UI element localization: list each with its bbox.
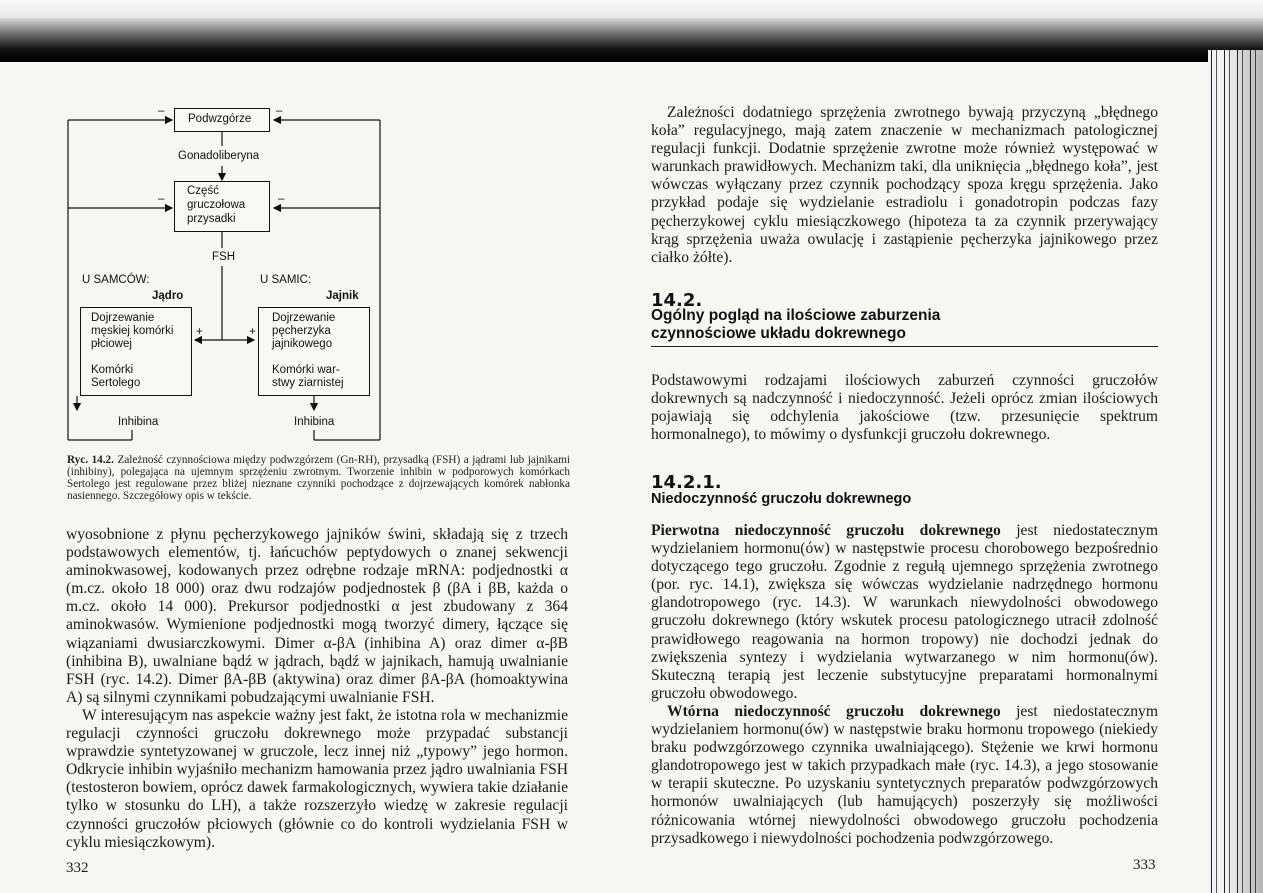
testis-label: Jądro [152, 290, 184, 302]
minus-sign: – [158, 193, 165, 205]
inhibin-right-label: Inhibina [294, 416, 335, 428]
right-paragraph: Podstawowymi rodzajami ilościowych zaburzeń czynności gruczołów dokrewnych są nadczynność i niedoczynność. Jeżeli oprócz zmian ilościowych pojawiają się odchylenia jakościowe (tzw. przesunięcie spektrum hormonalnego), to mówimy o dysfunkcji gruczołu dokrewnego. [651, 372, 1158, 444]
males-label: U SAMCÓW: [82, 274, 150, 286]
female-cell-line: Komórki war- [272, 364, 340, 376]
plus-sign: + [196, 326, 203, 338]
left-page-body [66, 526, 568, 852]
male-cell-line: Sertolego [91, 377, 141, 389]
male-cell-line: Komórki [91, 364, 134, 376]
ovary-box [258, 307, 370, 396]
minus-sign: – [158, 105, 165, 117]
scan-top-shadow [0, 0, 1263, 62]
term-primary: Pierwotna niedoczynność gruczołu dokrewnego [651, 522, 1001, 539]
page-number-left: 332 [66, 860, 89, 876]
book-spine-edge [1208, 50, 1263, 893]
right-paragraph: jest niedostatecznym wydzielaniem hormonu(ów) w następstwie braku hormonu tropowego (niekiedy braku podwzgórzowego czynnika uwalniającego). Stężenie we krwi hormonu glandotropowego jest w takich przypadkach małe (ryc. 14.3), a jego stosowanie w terapii skuteczne. Po uzyskaniu syntetycznych preparatów podwzgórzowych hormonów uwalniających (lub hamujących) poszerzyły się możliwości różnicowania wtórnej niewydolności obwodowego gruczołu pochodzenia przysadkowego i niewydolności pochodzenia podwzgórzowego. [651, 702, 1158, 847]
pituitary-line: przysadki [187, 213, 236, 225]
hypothalamus-label: Podwzgórze [188, 113, 252, 125]
female-cell-line: jajnikowego [272, 338, 333, 350]
section-rule [651, 346, 1158, 347]
caption-text: Zależność czynnościowa między podwzgórzem (Gn-RH), przysadką (FSH) a jądrami lub jajnikami (inhibiny), polegająca na ujemnym sprzężeniu zwrotnym. Tworzenie inhibin w podporowych komórkach Sertolego jest regulowane przez bliżej nieznane czynniki pochodzące z dojrzewających komórek nabłonka nasiennego. Szczegółowy opis w tekście. [67, 454, 570, 502]
females-label: U SAMIC: [260, 274, 312, 286]
ovary-label: Jajnik [326, 290, 359, 302]
page-number-right: 333 [1133, 857, 1156, 873]
pituitary-box [174, 181, 270, 232]
female-cell-line: stwy ziarnistej [272, 377, 344, 389]
right-intro-paragraph [651, 104, 1158, 267]
section-title-line: Ogólny pogląd na ilościowe zaburzenia [651, 307, 941, 324]
male-cell-line: płciowej [91, 338, 132, 350]
hypothalamus-box [174, 108, 270, 132]
testis-box [80, 307, 192, 396]
caption-label: Ryc. 14.2. [67, 454, 114, 466]
subsection-title: Niedoczynność gruczołu dokrewnego [651, 491, 912, 507]
section-number: 14.2. [651, 290, 703, 311]
female-cell-line: Dojrzewanie [272, 312, 336, 324]
male-cell-line: męskiej komórki [91, 325, 174, 337]
minus-sign: – [278, 193, 285, 205]
minus-sign: – [276, 105, 283, 117]
pituitary-line: Część [187, 185, 219, 197]
female-cell-line: pęcherzyka [272, 325, 331, 337]
section-title-line: czynnościowe układu dokrewnego [651, 325, 906, 342]
fsh-label: FSH [212, 251, 235, 263]
feedback-diagram [62, 100, 392, 450]
plus-sign: + [249, 326, 256, 338]
male-cell-line: Dojrzewanie [91, 312, 155, 324]
figure-caption [67, 454, 570, 502]
subsection-number: 14.2.1. [651, 472, 722, 493]
term-secondary: Wtórna niedoczynność gruczołu dokrewnego [667, 702, 1001, 720]
inhibin-left-label: Inhibina [118, 416, 159, 428]
right-paragraph: jest niedostatecznym wydzielaniem hormonu(ów) w następstwie procesu chorobowego bezpośrednio dotyczącego tego gruczołu. Zgodnie z regułą ujemnego sprzężenia zwrotnego (por. ryc. 14.1), zwiększa się wówczas wydzielanie nadrzędnego hormonu glandotropowego (ryc. 14.3). W warunkach niewydolności obwodowego gruczołu dokrewnego (który wskutek procesu patologicznego utracił zdolność prawidłowego reagowania na hormon tropowy) nie dochodzi jednak do zwiększenia syntezy i wydzielania wytwarzanego w nim hormonu(ów). Skuteczną terapią jest leczenie substytucyjne preparatami hormonalnymi gruczołu obwodowego. [651, 522, 1158, 702]
subsection-body [651, 522, 1158, 848]
gonadoliberin-label: Gonadoliberyna [178, 150, 260, 162]
pituitary-line: gruczołowa [187, 199, 246, 211]
section-paragraph [651, 372, 1158, 444]
right-paragraph: Zależności dodatniego sprzężenia zwrotnego bywają przyczyną „błędnego koła” regulacyjnego, mają zatem znaczenie w mechanizmach patologicznej regulacji funkcji. Dodatnie sprzężenie zwrotne może również występować w warunkach prawidłowych. Mechanizm taki, dla uniknięcia „błędnego koła”, jest wówczas wyłączany przez czynnik pochodzący spoza kręgu sprzężenia. Jako przykład podaje się wydzielanie estradiolu i gonadotropin podczas fazy pęcherzykowej cyklu miesiączkowego (hipoteza ta za czynnik przerywający krąg sprzężenia uważa owulację i zastąpienie pęcherzyka jajnikowego przez ciałko żółte). [651, 104, 1158, 266]
left-paragraph: wyosobnione z płynu pęcherzykowego jajników świni, składają się z trzech podstawowych elementów, tj. łańcuchów peptydowych o znanej sekwencji aminokwasowej, kodowanych przez odrębne rodzaje mRNA: podjednostki α (m.cz. około 18 000) oraz dwu rodzajów podjednostek β (βA i βB, każda o m.cz. około 14 000). Prekursor podjednostki α jest zbudowany z 364 aminokwasów. Wymienione podjednostki mogą tworzyć dimery, łączące się wiązaniami dwusiarczkowymi. Dimer α-βA (inhibina A) oraz dimer α-βB (inhibina B), uwalniane bądź w jądrach, bądź w jajnikach, hamują uwalnianie FSH (ryc. 14.2). Dimer βA-βB (aktywina) oraz dimer βA-βA (homoaktywina A) są silnymi czynnikami pobudzającymi uwalnianie FSH. [66, 526, 568, 706]
left-paragraph: W interesującym nas aspekcie ważny jest fakt, że istotna rola w mechanizmie regulacji czynności gruczołu dokrewnego może przypadać substancji wprawdzie syntetyzowanej w gruczole, lecz innej niż „typowy” jego hormon. Odkrycie inhibin wyjaśniło mechanizm hamowania przez jądro uwalniania FSH (testosteron bowiem, oprócz dawek farmakologicznych, wywiera takie działanie tylko w stosunku do LH), a także rozszerzyło wiedzę w zakresie regulacji czynności gruczołów płciowych (głównie co do kontroli wydzielania FSH w cyklu miesiączkowym). [66, 706, 568, 851]
